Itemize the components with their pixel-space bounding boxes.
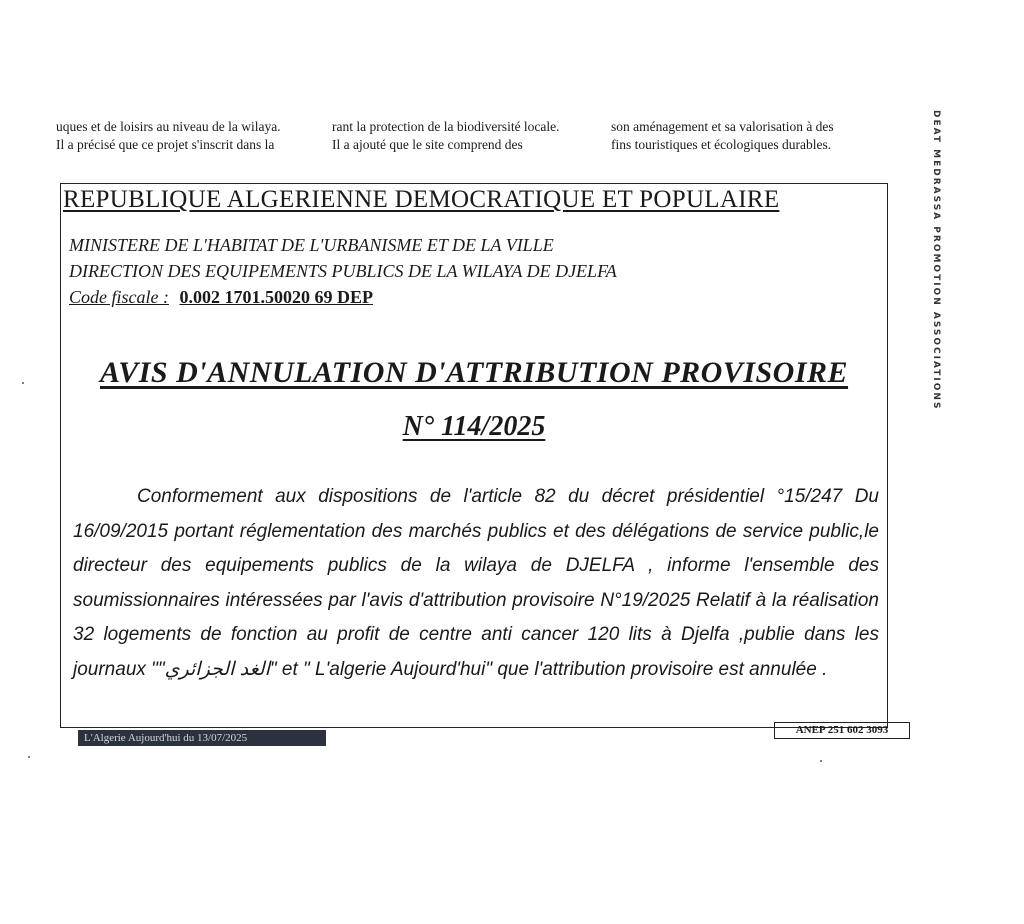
article-column-3 (611, 118, 834, 154)
fiscal-code-label: Code fiscale : (69, 287, 169, 307)
article-column-1 (56, 118, 281, 154)
scan-speck (820, 760, 822, 762)
scan-speck (28, 756, 30, 758)
issuer-block (69, 232, 617, 310)
column-line: fins touristiques et écologiques durables. (611, 137, 832, 152)
legal-notice-box (60, 183, 888, 728)
column-line: Il a ajouté que le site comprend des (332, 137, 523, 152)
side-strip: DÉAT MEDRASSA PROMOTION ASSOCIATIONS (931, 110, 941, 411)
notice-title: AVIS D'ANNULATION D'ATTRIBUTION PROVISOIRE (99, 356, 849, 389)
article-column-2 (332, 118, 560, 154)
notice-body: Conformement aux dispositions de l'article 82 du décret présidentiel °15/247 Du 16/09/2015 portant réglementation des marchés publics et des délégations de service public,le directeur des equipements publics de la wilaya de DJELFA , informe l'ensemble des soumissionnaires intéressées par l'avis d'attribution provisoire N°19/2025 Relatif à la réalisation 32 logements de fonction au profit de centre anti cancer 120 lits à Djelfa ,publie dans les journaux ""الغد الجزائري" et " L'algerie Aujourd'hui" que l'attribution provisoire est annulée . (73, 486, 879, 680)
column-line: son aménagement et sa valorisation à des (611, 119, 834, 134)
previous-article-columns (56, 118, 886, 170)
scan-speck (22, 382, 24, 384)
fiscal-code-line (69, 284, 617, 310)
fiscal-code-value: 0.002 1701.50020 69 DEP (179, 287, 373, 307)
column-line: rant la protection de la biodiversité locale. (332, 119, 560, 134)
direction-line: DIRECTION DES EQUIPEMENTS PUBLICS DE LA WILAYA DE DJELFA (69, 261, 617, 281)
notice-number: N° 114/2025 (402, 411, 546, 442)
publication-source: L'Algerie Aujourd'hui du 13/07/2025 (78, 730, 326, 746)
republic-heading: REPUBLIQUE ALGERIENNE DEMOCRATIQUE ET POPULAIRE (63, 186, 780, 213)
column-line: uques et de loisirs au niveau de la wilaya. (56, 119, 281, 134)
ministry-line: MINISTERE DE L'HABITAT DE L'URBANISME ET DE LA VILLE (69, 235, 554, 255)
anep-reference: ANEP 251 602 3093 (774, 722, 910, 739)
column-line: Il a précisé que ce projet s'inscrit dans la (56, 137, 275, 152)
